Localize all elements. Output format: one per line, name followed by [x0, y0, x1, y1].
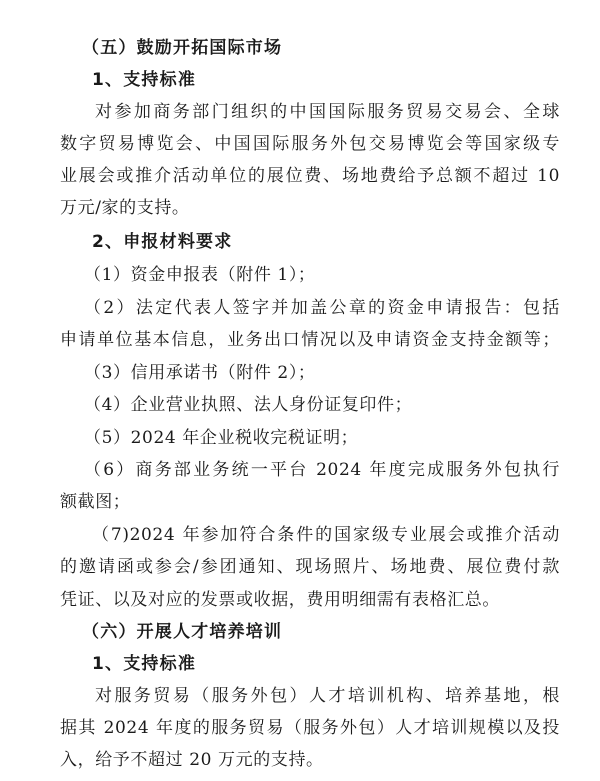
- materials-item: （5）2024 年企业税收完税证明；: [84, 428, 359, 448]
- section-5-title: （五）鼓励开拓国际市场: [82, 38, 283, 58]
- materials-item-continued: 额截图；: [60, 492, 131, 512]
- materials-item: （6）商务部业务统一平台 2024 年度完成服务外包执行: [84, 460, 560, 480]
- materials-item-continued: 凭证、以及对应的发票或收据，费用明细需有表格汇总。: [60, 590, 500, 610]
- section-6-title: （六）开展人才培养培训: [82, 622, 283, 642]
- section-6-standard-heading: 1、支持标准: [92, 654, 197, 674]
- paragraph-line: 入，给予不超过 20 万元的支持。: [60, 750, 324, 770]
- materials-item-continued: 申请单位基本信息，业务出口情况以及申请资金支持金额等；: [60, 330, 560, 350]
- paragraph-line: 数字贸易博览会、中国国际服务外包交易博览会等国家级专: [60, 134, 560, 154]
- section-5-materials-heading: 2、申报材料要求: [92, 232, 233, 252]
- materials-item: （1）资金申报表（附件 1）；: [84, 265, 316, 285]
- materials-item: （3）信用承诺书（附件 2）；: [84, 363, 316, 383]
- materials-item: （2）法定代表人签字并加盖公章的资金申请报告：包括: [84, 298, 560, 318]
- materials-item: （7)2024 年参加符合条件的国家级专业展会或推介活动: [92, 525, 560, 545]
- paragraph-line: 对参加商务部门组织的中国国际服务贸易交易会、全球: [95, 102, 560, 122]
- materials-item-continued: 的邀请函或参会/参团通知、现场照片、场地费、展位费付款: [60, 557, 560, 577]
- paragraph-line: 据其 2024 年度的服务贸易（服务外包）人才培训规模以及投: [60, 718, 560, 738]
- materials-item: （4）企业营业执照、法人身份证复印件；: [84, 395, 413, 415]
- paragraph-line: 对服务贸易（服务外包）人才培训机构、培养基地，根: [95, 686, 560, 706]
- paragraph-line: 万元/家的支持。: [60, 198, 190, 218]
- section-5-standard-heading: 1、支持标准: [92, 70, 197, 90]
- paragraph-line: 业展会或推介活动单位的展位费、场地费给予总额不超过 10: [60, 166, 560, 186]
